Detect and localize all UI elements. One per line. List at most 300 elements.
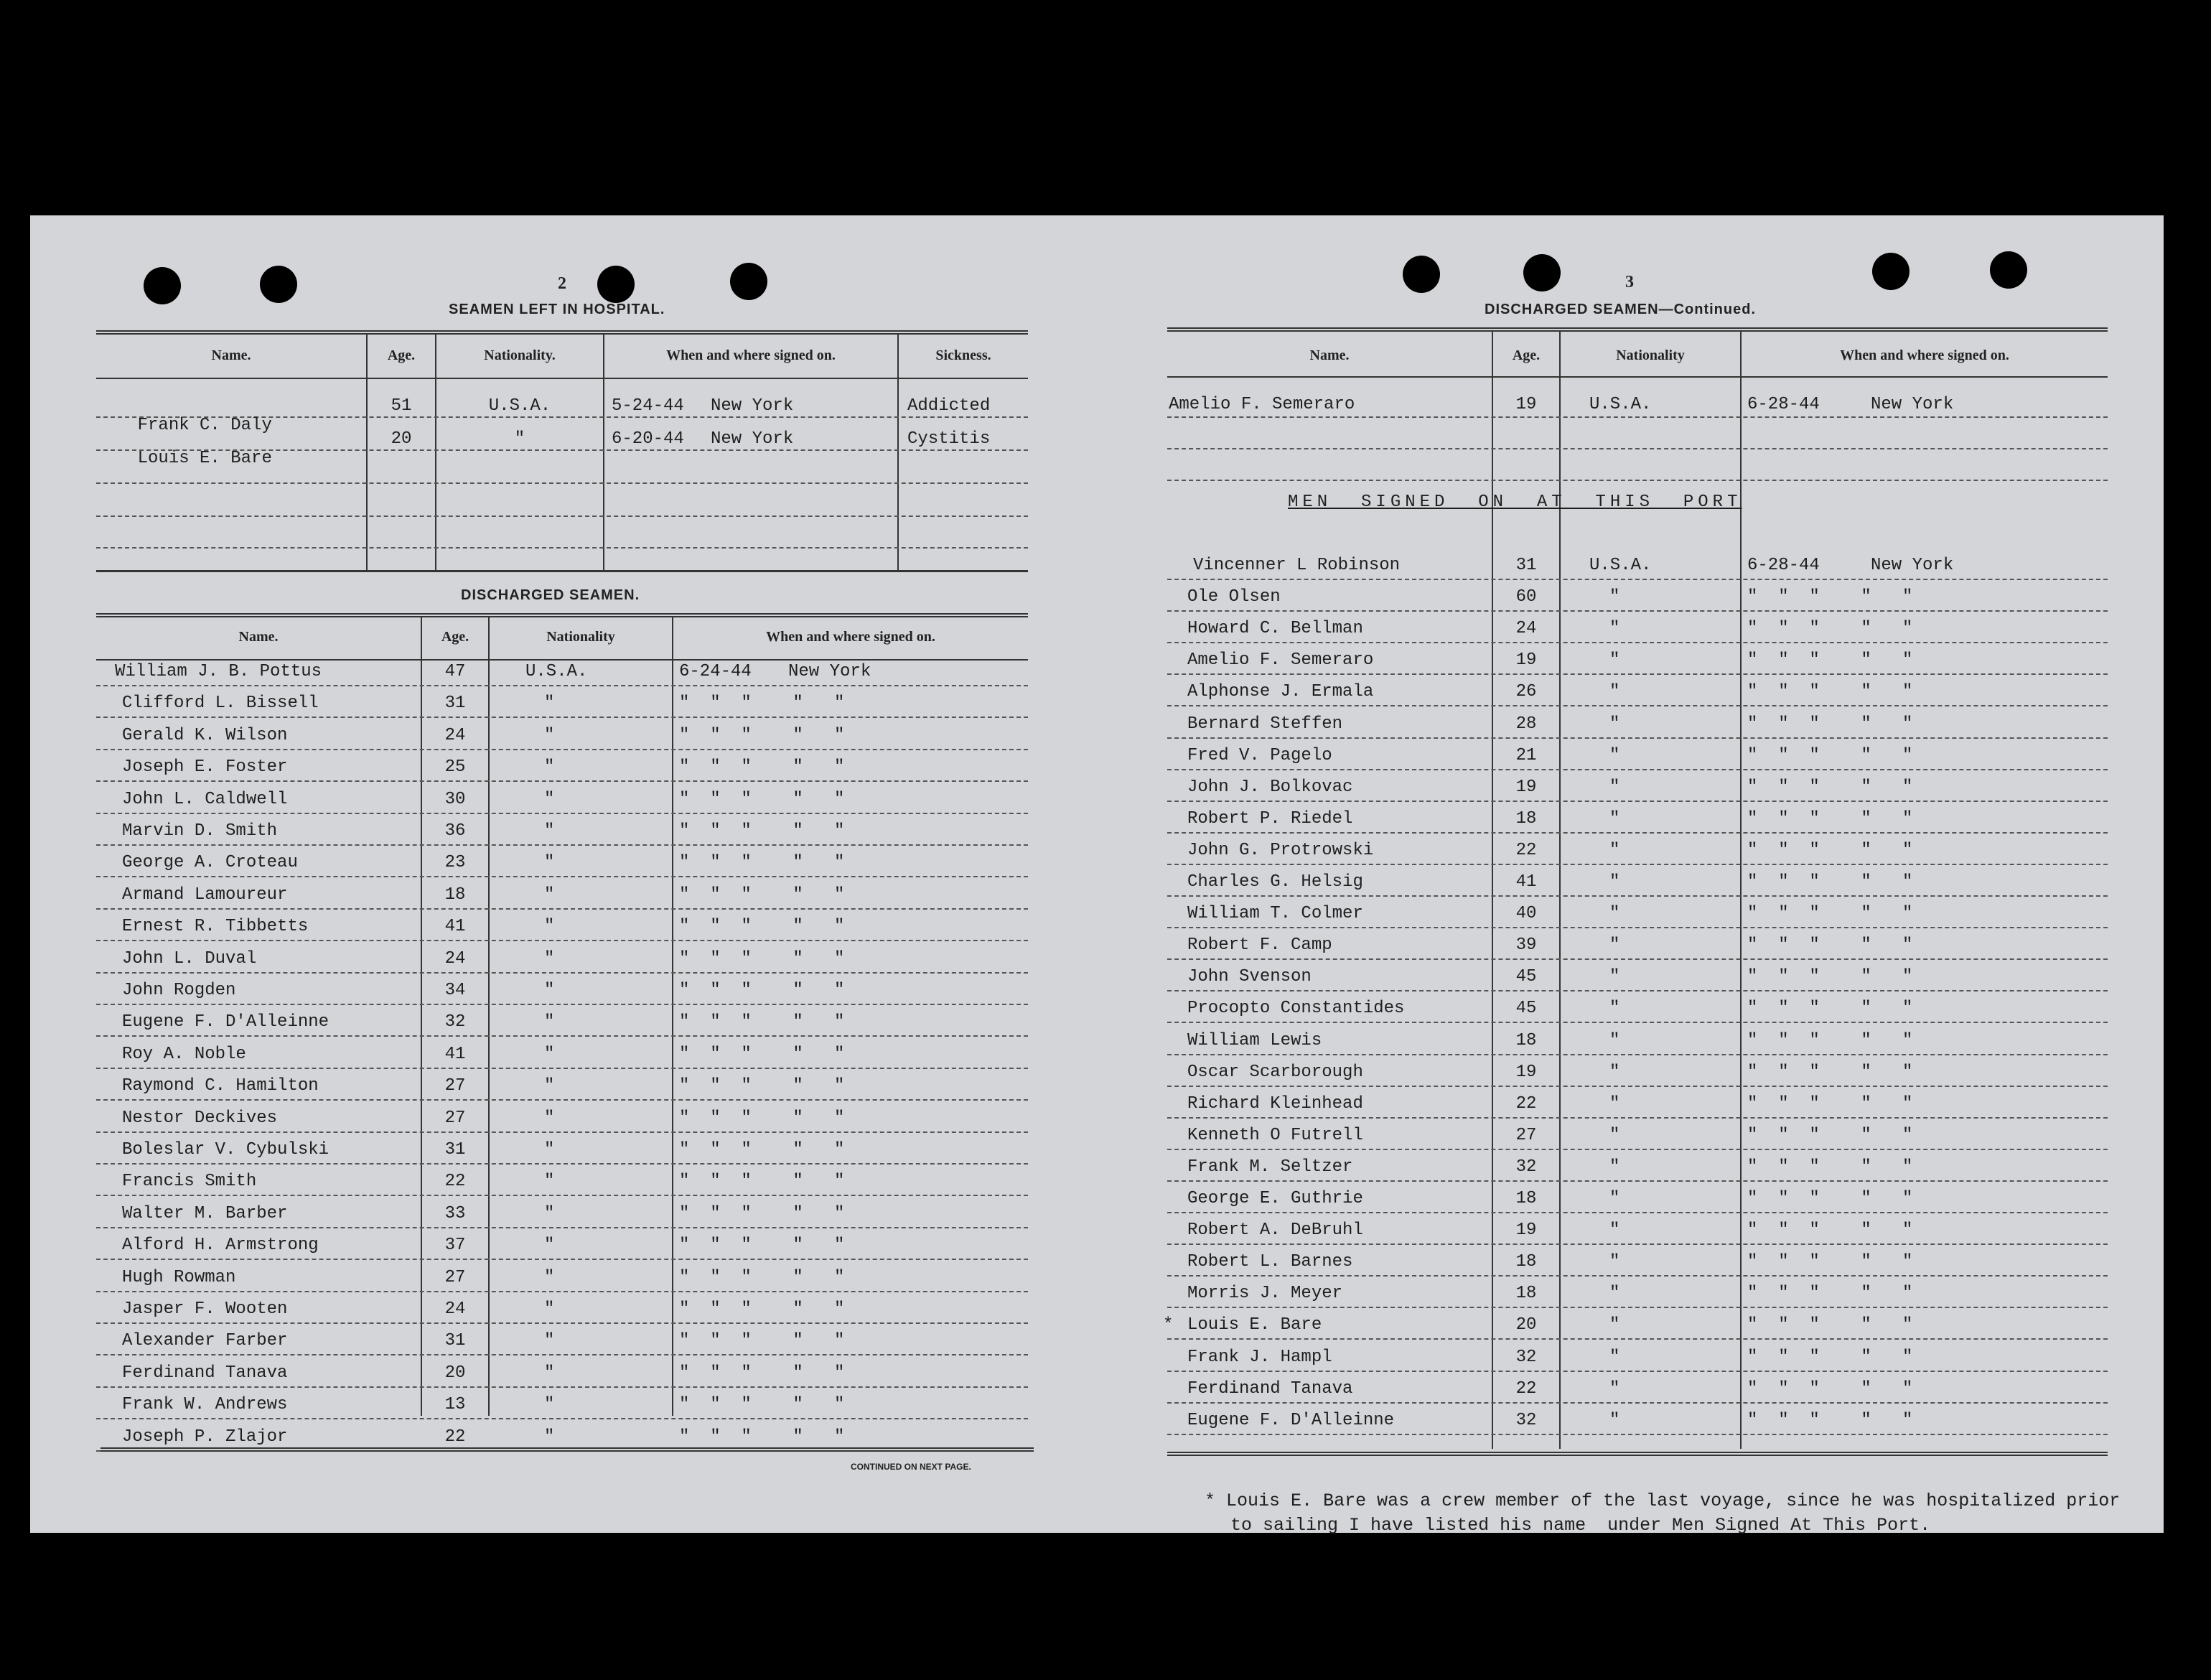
name-cell: Raymond C. Hamilton [122, 1076, 319, 1096]
ditto-mark: " [1609, 872, 1620, 892]
name-cell: Ernest R. Tibbetts [122, 917, 309, 937]
ditto-mark: " " " " " [679, 1044, 845, 1064]
age-cell: 18 [1515, 808, 1537, 829]
row-line [96, 1099, 1028, 1101]
age-cell: 18 [444, 885, 466, 905]
ditto-mark: " " " " " [1747, 619, 1913, 639]
row-line [96, 1354, 1028, 1355]
age-cell: 27 [1515, 1125, 1537, 1145]
age-cell: 51 [391, 396, 412, 416]
name-cell: Oscar Scarborough [1187, 1062, 1363, 1082]
name-cell: Nestor Deckives [122, 1108, 278, 1128]
ditto-mark: " [1609, 745, 1620, 765]
row-line [96, 876, 1028, 877]
place-cell: New York [788, 662, 871, 681]
ditto-mark: " [544, 789, 555, 809]
age-cell: 27 [444, 1076, 466, 1096]
ditto-mark: " " " " " [1747, 808, 1913, 829]
row-line [96, 717, 1028, 718]
hospital-col-nationality: Nationality. [484, 347, 556, 363]
ditto-mark: " [1609, 1315, 1620, 1335]
name-cell: Walter M. Barber [122, 1203, 288, 1223]
row-line [96, 515, 1028, 517]
name-cell: Alford H. Armstrong [122, 1236, 319, 1256]
nationality-cell: U.S.A. [1589, 556, 1652, 575]
discharged-col-age: Age. [441, 629, 469, 645]
date-cell: 6-20-44 [612, 429, 684, 449]
age-cell: 22 [1515, 1378, 1537, 1399]
discharged-title: DISCHARGED SEAMEN. [461, 587, 640, 603]
sickness-cell: Cystitis [907, 429, 991, 449]
ditto-mark: " " " " " [679, 1236, 845, 1256]
row-line [1167, 769, 2108, 770]
hospital-row [96, 429, 272, 468]
ditto-mark: " " " " " [1747, 1410, 1913, 1430]
ditto-mark: " [544, 1076, 555, 1096]
ditto-mark: " " " " " [679, 1140, 845, 1159]
place-cell: New York [1871, 395, 1954, 414]
age-cell: 41 [444, 917, 466, 937]
ditto-mark: " [1609, 967, 1620, 987]
row-line [1167, 1022, 2108, 1023]
sickness-cell: Addicted [907, 396, 991, 416]
name-cell: Jasper F. Wooten [122, 1299, 288, 1319]
ditto-mark: " [544, 1267, 555, 1287]
row-line [1167, 1371, 2108, 1372]
ditto-mark: " [544, 725, 555, 745]
discharged-col-when: When and where signed on. [766, 629, 935, 645]
ditto-mark: " " " " " [679, 885, 845, 905]
age-cell: 41 [444, 1044, 466, 1064]
name-cell: Clifford L. Bissell [122, 694, 319, 714]
ditto-mark: " [1609, 1347, 1620, 1367]
name-cell: Marvin D. Smith [122, 821, 278, 841]
row-line [96, 685, 1028, 686]
name-cell: Gerald K. Wilson [122, 725, 288, 745]
age-cell: 45 [1515, 967, 1537, 987]
ditto-mark: " " " " " [679, 1331, 845, 1351]
age-cell: 31 [444, 1140, 466, 1159]
ditto-mark: " [1609, 935, 1620, 956]
discharged-col-name: Name. [238, 629, 279, 645]
ditto-mark: " " " " " [1747, 745, 1913, 765]
row-line [1167, 1275, 2108, 1277]
discharged-top-rule [96, 613, 1028, 617]
age-cell: 32 [1515, 1157, 1537, 1177]
ditto-mark: " " " " " [1747, 682, 1913, 702]
row-line [1167, 642, 2108, 643]
punch-hole [1523, 254, 1561, 291]
page-number-right: 3 [1625, 273, 1634, 291]
name-cell: John G. Protrowski [1187, 840, 1374, 860]
row-line [96, 813, 1028, 814]
nationality-cell: U.S.A. [1589, 395, 1652, 414]
ditto-mark: " " " " " [1747, 1221, 1913, 1241]
ditto-mark: " " " " " [679, 1108, 845, 1128]
right-col-name: Name. [1309, 347, 1350, 363]
name-cell: Robert P. Riedel [1187, 808, 1353, 829]
ditto-mark: " [1609, 999, 1620, 1019]
row-line [1167, 673, 2108, 675]
ditto-mark: " [544, 981, 555, 1000]
ditto-mark: " " " " " [1747, 1157, 1913, 1177]
ditto-mark: " " " " " [1747, 587, 1913, 607]
age-cell: 32 [1515, 1410, 1537, 1430]
name-cell: Ole Olsen [1187, 587, 1281, 607]
ditto-mark: " " " " " [679, 1267, 845, 1287]
row-line [96, 1418, 1028, 1419]
ditto-mark: " [1609, 1284, 1620, 1304]
ditto-mark: " " " " " [1747, 904, 1913, 924]
ditto-mark: " " " " " [679, 981, 845, 1000]
name-cell: Vincenner L Robinson [1193, 556, 1401, 575]
ditto-mark: " " " " " [679, 948, 845, 969]
ditto-mark: " [1609, 808, 1620, 829]
ditto-mark: " " " " " [679, 1299, 845, 1319]
punch-hole [260, 266, 297, 303]
ditto-mark: " " " " " [1747, 872, 1913, 892]
place-cell: New York [1871, 556, 1954, 575]
continued-note: CONTINUED ON NEXT PAGE. [851, 1462, 971, 1472]
age-cell: 19 [1515, 1062, 1537, 1082]
name-cell: Charles G. Helsig [1187, 872, 1363, 892]
name-cell: Francis Smith [122, 1172, 257, 1192]
name-cell: Richard Kleinhead [1187, 1093, 1363, 1114]
row-line [1167, 1054, 2108, 1055]
ditto-mark: " [544, 1172, 555, 1192]
ditto-mark: " [1609, 587, 1620, 607]
row-line [96, 1035, 1028, 1037]
name-cell: Morris J. Meyer [1187, 1284, 1343, 1304]
hospital-title: SEAMEN LEFT IN HOSPITAL. [449, 302, 665, 317]
name-cell: Ferdinand Tanava [1187, 1378, 1353, 1399]
name-cell: Howard C. Bellman [1187, 619, 1363, 639]
name-cell: John Svenson [1187, 967, 1312, 987]
row-line [96, 1227, 1028, 1228]
name-cell: Alphonse J. Ermala [1187, 682, 1374, 702]
ditto-mark: " " " " " [1747, 1125, 1913, 1145]
ditto-mark: " " " " " [1747, 935, 1913, 956]
footnote [1187, 1489, 1930, 1562]
ditto-mark: " " " " " [1747, 999, 1913, 1019]
discharged-bottom-rule [100, 1447, 1034, 1452]
ditto-mark: " " " " " [1747, 650, 1913, 671]
ditto-mark: " " " " " [1747, 1347, 1913, 1367]
age-cell: 19 [1515, 777, 1537, 797]
asterisk-mark: * [1163, 1315, 1174, 1335]
age-cell: 47 [444, 662, 466, 681]
name-cell: William J. B. Pottus [115, 662, 322, 681]
ditto-mark: " [1609, 840, 1620, 860]
discharged-vline [672, 617, 673, 1416]
ditto-mark: " [544, 948, 555, 969]
row-line [1167, 1149, 2108, 1150]
age-cell: 20 [1515, 1315, 1537, 1335]
name-cell: Bernard Steffen [1187, 714, 1343, 734]
age-cell: 18 [1515, 1252, 1537, 1272]
row-line [1167, 832, 2108, 834]
age-cell: 27 [444, 1108, 466, 1128]
ditto-mark: " " " " " [679, 1395, 845, 1415]
ditto-mark: " " " " " [1747, 1284, 1913, 1304]
name-cell: Ferdinand Tanava [122, 1363, 288, 1383]
footnote-line-1: Louis E. Bare was a crew member of the last voyage, since he was hospitalized prior [1226, 1490, 2121, 1511]
age-cell: 28 [1515, 714, 1537, 734]
place-cell: New York [711, 429, 794, 449]
hospital-header-rule [96, 378, 1028, 379]
ditto-mark: " [1609, 904, 1620, 924]
discharged-vline [488, 617, 490, 1416]
name-cell: John L. Duval [122, 948, 257, 969]
name-cell: William Lewis [1187, 1030, 1322, 1050]
name-cell: Louis E. Bare [1187, 1315, 1322, 1335]
name-cell: Frank W. Andrews [122, 1395, 288, 1415]
ditto-mark: " [1609, 1221, 1620, 1241]
hospital-vline [897, 335, 899, 570]
row-line [1167, 801, 2108, 802]
ditto-mark: " [544, 1108, 555, 1128]
ditto-mark: " " " " " [1747, 1030, 1913, 1050]
name-cell: Robert L. Barnes [1187, 1252, 1353, 1272]
ditto-mark: " [544, 757, 555, 778]
age-cell: 18 [1515, 1284, 1537, 1304]
hospital-vline [366, 335, 368, 570]
page-number-left: 2 [558, 274, 566, 293]
ditto-mark: " " " " " [1747, 714, 1913, 734]
nationality-cell: U.S.A. [525, 662, 588, 681]
row-line [1167, 1307, 2108, 1308]
name-cell: Frank J. Hampl [1187, 1347, 1332, 1367]
age-cell: 18 [1515, 1189, 1537, 1208]
age-cell: 41 [1515, 872, 1537, 892]
ditto-mark: " [544, 1395, 555, 1415]
age-cell: 31 [444, 694, 466, 714]
ditto-mark: " [1609, 1030, 1620, 1050]
ditto-mark: " " " " " [679, 1363, 845, 1383]
place-cell: New York [711, 396, 794, 416]
discharged-col-nationality: Nationality [546, 629, 615, 645]
row-line [1167, 1117, 2108, 1119]
age-cell: 40 [1515, 904, 1537, 924]
right-header-rule [1167, 376, 2108, 378]
ditto-mark: " [544, 1012, 555, 1032]
row-line [1167, 416, 2108, 418]
name-cell: Joseph P. Zlajor [122, 1427, 288, 1447]
ditto-mark: " [544, 1203, 555, 1223]
ditto-mark: " [544, 821, 555, 841]
row-line [96, 482, 1028, 484]
ditto-mark: " " " " " [1747, 1252, 1913, 1272]
row-line [1167, 864, 2108, 865]
row-line [96, 1386, 1028, 1388]
row-line [1167, 737, 2108, 739]
age-cell: 23 [444, 853, 466, 873]
punch-hole [1872, 253, 1910, 290]
punch-hole [730, 263, 767, 300]
ditto-mark: " " " " " [679, 757, 845, 778]
age-cell: 36 [444, 821, 466, 841]
ditto-mark: " " " " " [1747, 1378, 1913, 1399]
ditto-mark: " [1609, 650, 1620, 671]
discharged-continued-title: DISCHARGED SEAMEN—Continued. [1485, 302, 1756, 317]
age-cell: 25 [444, 757, 466, 778]
ditto-mark: " [544, 917, 555, 937]
hospital-col-name: Name. [211, 347, 251, 363]
ditto-mark: " " " " " [679, 1012, 845, 1032]
ditto-mark: " [544, 1140, 555, 1159]
row-line [1167, 705, 2108, 706]
ditto-mark: " " " " " [679, 1172, 845, 1192]
right-top-rule [1167, 327, 2108, 332]
ditto-mark: " " " " " [1747, 1315, 1913, 1335]
age-cell: 22 [1515, 1093, 1537, 1114]
name-cell: John J. Bolkovac [1187, 777, 1353, 797]
row-line [96, 1004, 1028, 1005]
hospital-vline [603, 335, 604, 570]
age-cell: 26 [1515, 682, 1537, 702]
footnote-line-2: to sailing I have listed his name under Men Signed At This Port. [1230, 1515, 1931, 1536]
ditto-mark: " [1609, 1410, 1620, 1430]
row-line [96, 908, 1028, 910]
ditto-mark: " " " " " [1747, 1189, 1913, 1208]
ditto-mark: " [1609, 1125, 1620, 1145]
age-cell: 34 [444, 981, 466, 1000]
hospital-col-sickness: Sickness. [935, 347, 991, 363]
ditto-mark: " [1609, 777, 1620, 797]
name-cell: Amelio F. Semeraro [1169, 395, 1355, 414]
ditto-mark: " [544, 1044, 555, 1064]
name-cell: William T. Colmer [1187, 904, 1363, 924]
name-cell: Roy A. Noble [122, 1044, 246, 1064]
ditto-mark: " [1609, 1189, 1620, 1208]
age-cell: 27 [444, 1267, 466, 1287]
age-cell: 20 [391, 429, 412, 449]
right-col-age: Age. [1512, 347, 1541, 363]
ditto-mark: " [1609, 1378, 1620, 1399]
row-line [96, 940, 1028, 941]
discharged-header-rule [96, 659, 1028, 661]
row-line [96, 1163, 1028, 1165]
ditto-mark: " " " " " [679, 853, 845, 873]
ditto-mark: " [544, 1363, 555, 1383]
ditto-mark: " " " " " [679, 789, 845, 809]
punch-hole [144, 267, 181, 304]
age-cell: 22 [444, 1427, 466, 1447]
name-cell: Frank C. Daly [137, 416, 272, 435]
row-line [1167, 1434, 2108, 1435]
punch-hole [1990, 251, 2027, 289]
age-cell: 32 [1515, 1347, 1537, 1367]
ditto-mark: " " " " " [679, 821, 845, 841]
ditto-mark: " " " " " [679, 917, 845, 937]
row-line [96, 780, 1028, 782]
name-cell: Alexander Farber [122, 1331, 288, 1351]
ditto-mark: " " " " " [1747, 967, 1913, 987]
ditto-mark: " " " " " [1747, 777, 1913, 797]
row-line [96, 1131, 1028, 1133]
ditto-mark: " [1609, 682, 1620, 702]
name-cell: Frank M. Seltzer [1187, 1157, 1353, 1177]
age-cell: 19 [1515, 395, 1537, 414]
right-col-nationality: Nationality [1616, 347, 1685, 363]
ditto-mark: " [544, 1299, 555, 1319]
row-line [96, 1259, 1028, 1260]
men-signed-on-heading: MEN SIGNED ON AT THIS PORT [1288, 493, 1742, 512]
name-cell: Boleslar V. Cybulski [122, 1140, 329, 1159]
name-cell: John L. Caldwell [122, 789, 288, 809]
name-cell: Eugene F. D'Alleinne [122, 1012, 329, 1032]
ditto-mark: " [1609, 1252, 1620, 1272]
hospital-top-rule [96, 330, 1028, 335]
ditto-mark: " [544, 1427, 555, 1447]
row-line [1167, 1086, 2108, 1087]
register-sheet [30, 215, 2164, 1536]
nationality-cell: " [514, 429, 525, 449]
age-cell: 39 [1515, 935, 1537, 956]
ditto-mark: " [544, 1331, 555, 1351]
ditto-mark: " " " " " [679, 1076, 845, 1096]
ditto-mark: " " " " " [1747, 840, 1913, 860]
row-line [96, 972, 1028, 974]
age-cell: 45 [1515, 999, 1537, 1019]
age-cell: 22 [1515, 840, 1537, 860]
row-line [1167, 448, 2108, 449]
age-cell: 37 [444, 1236, 466, 1256]
nationality-cell: U.S.A. [488, 396, 551, 416]
age-cell: 13 [444, 1395, 466, 1415]
row-line [1167, 579, 2108, 580]
row-line [1167, 1180, 2108, 1182]
name-cell: Armand Lamoureur [122, 885, 288, 905]
name-cell: Robert F. Camp [1187, 935, 1332, 956]
age-cell: 19 [1515, 1221, 1537, 1241]
ditto-mark: " [544, 885, 555, 905]
hospital-vline [435, 335, 436, 570]
date-cell: 6-24-44 [679, 662, 752, 681]
row-line [96, 1195, 1028, 1196]
row-line [96, 1068, 1028, 1069]
age-cell: 33 [444, 1203, 466, 1223]
name-cell: John Rogden [122, 981, 236, 1000]
row-line [1167, 1243, 2108, 1245]
ditto-mark: " [1609, 1157, 1620, 1177]
age-cell: 19 [1515, 650, 1537, 671]
age-cell: 31 [1515, 556, 1537, 575]
name-cell: George E. Guthrie [1187, 1189, 1363, 1208]
ditto-mark: " [544, 694, 555, 714]
date-cell: 6-28-44 [1747, 395, 1820, 414]
row-line [96, 844, 1028, 846]
name-cell: Louis E. Bare [137, 449, 272, 468]
age-cell: 24 [444, 1299, 466, 1319]
footnote-mark: * [1205, 1490, 1216, 1511]
age-cell: 20 [444, 1363, 466, 1383]
ditto-mark: " [544, 1236, 555, 1256]
ditto-mark: " [544, 853, 555, 873]
row-line [1167, 1212, 2108, 1213]
row-line [96, 1322, 1028, 1324]
ditto-mark: " [1609, 714, 1620, 734]
name-cell: George A. Croteau [122, 853, 298, 873]
age-cell: 60 [1515, 587, 1537, 607]
row-line [1167, 895, 2108, 897]
date-cell: 6-28-44 [1747, 556, 1820, 575]
row-line [1167, 990, 2108, 991]
row-line [1167, 480, 2108, 481]
ditto-mark: " [1609, 1062, 1620, 1082]
name-cell: Joseph E. Foster [122, 757, 288, 778]
name-cell: Robert A. DeBruhl [1187, 1221, 1363, 1241]
